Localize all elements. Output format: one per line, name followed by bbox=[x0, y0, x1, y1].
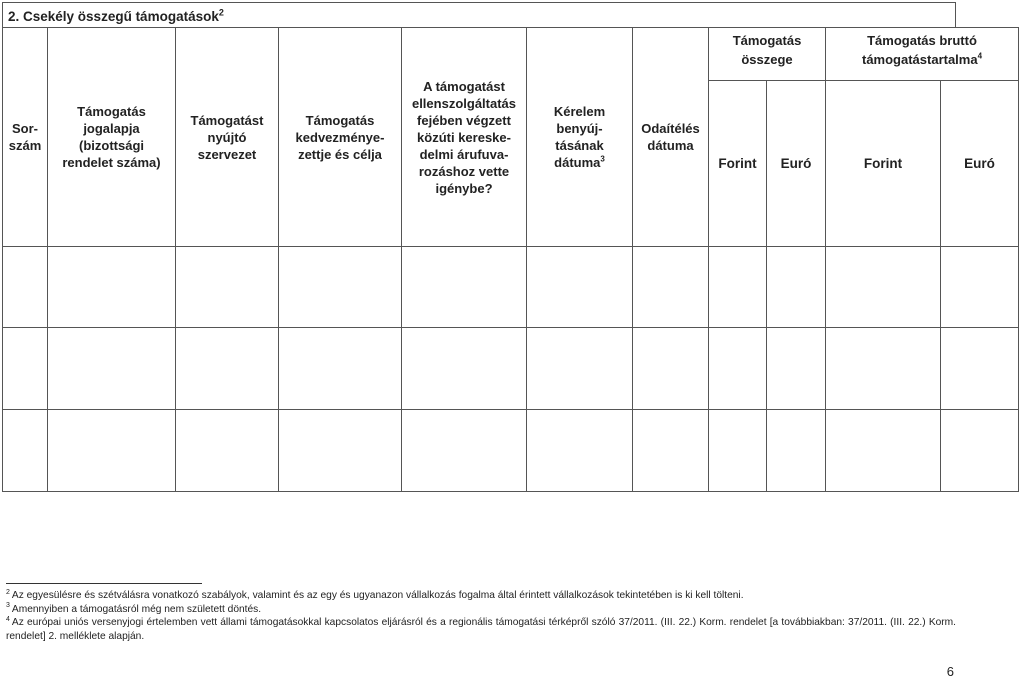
table-cell[interactable] bbox=[709, 247, 767, 328]
table-cell[interactable] bbox=[941, 328, 1019, 410]
table-cell[interactable] bbox=[709, 328, 767, 410]
table-cell[interactable] bbox=[279, 247, 402, 328]
header-euro-brutto: Euró bbox=[941, 81, 1019, 247]
table-cell[interactable] bbox=[527, 247, 633, 328]
table-cell[interactable] bbox=[826, 410, 941, 492]
footnote-2 bbox=[6, 589, 956, 603]
table-cell[interactable] bbox=[3, 410, 48, 492]
footnote-number: 2 bbox=[6, 588, 10, 596]
header-ellenszolgaltatas: A támogatást ellenszolgáltatás fejében végzett közúti kereske- delmi árufuva- rozáshoz vette igénybe? bbox=[402, 28, 527, 247]
table-row bbox=[3, 328, 1019, 410]
header-kerelem-text: Kérelem benyúj- tásának dátuma bbox=[553, 104, 606, 170]
header-odaiteles: Odaítélés dátuma bbox=[633, 28, 709, 247]
table-cell[interactable] bbox=[176, 247, 279, 328]
footnote-text: Az egyesülésre és szétválásra vonatkozó szabályok, valamint és az egy és ugyanazon vállalkozás fogalma által érintett vállalkozások tekintetében is ki kell tölteni. bbox=[11, 590, 744, 601]
table-cell[interactable] bbox=[3, 328, 48, 410]
table-cell[interactable] bbox=[402, 247, 527, 328]
table-cell[interactable] bbox=[279, 410, 402, 492]
table-cell[interactable] bbox=[279, 328, 402, 410]
table-cell[interactable] bbox=[527, 328, 633, 410]
footnotes bbox=[6, 583, 956, 643]
table-row bbox=[3, 247, 1019, 328]
table-cell[interactable] bbox=[402, 410, 527, 492]
table-cell[interactable] bbox=[767, 247, 826, 328]
footnote-separator bbox=[6, 583, 202, 584]
table-cell[interactable] bbox=[48, 410, 176, 492]
header-euro-osszeg: Euró bbox=[767, 81, 826, 247]
table-cell[interactable] bbox=[941, 247, 1019, 328]
footnote-3 bbox=[6, 603, 956, 617]
header-kerelem-footnote-ref: 3 bbox=[600, 154, 605, 164]
table-cell[interactable] bbox=[176, 410, 279, 492]
table-cell[interactable] bbox=[527, 410, 633, 492]
header-brutto bbox=[826, 28, 1019, 81]
table-cell[interactable] bbox=[826, 328, 941, 410]
footnote-text: Amennyiben a támogatásról még nem született döntés. bbox=[11, 603, 262, 615]
table-row bbox=[3, 410, 1019, 492]
table-cell[interactable] bbox=[3, 247, 48, 328]
table-cell[interactable] bbox=[709, 410, 767, 492]
table-cell[interactable] bbox=[941, 410, 1019, 492]
header-sorszam: Sor- szám bbox=[3, 28, 48, 247]
footnote-text: Az európai uniós versenyjogi értelemben vett állami támogatásokkal kapcsolatos eljárásról és a regionális támogatási térképről szóló 37/2011. (III. 22.) Korm. rendelet [a továbbiakban: 37/2011. (III. 22.) Korm. rendelet] 2. melléklete alapján. bbox=[6, 617, 956, 642]
header-kedvezmenyezett: Támogatás kedvezménye- zettje és célja bbox=[279, 28, 402, 247]
header-kerelem bbox=[527, 28, 633, 247]
section-title bbox=[2, 2, 956, 28]
table-cell[interactable] bbox=[633, 328, 709, 410]
table-cell[interactable] bbox=[767, 328, 826, 410]
header-forint-osszeg: Forint bbox=[709, 81, 767, 247]
table-cell[interactable] bbox=[176, 328, 279, 410]
header-osszege: Támogatás összege bbox=[709, 28, 826, 81]
page-number: 6 bbox=[946, 664, 954, 679]
footnote-number: 4 bbox=[6, 615, 10, 623]
table-cell[interactable] bbox=[767, 410, 826, 492]
table-cell[interactable] bbox=[402, 328, 527, 410]
support-table bbox=[2, 27, 1019, 492]
header-jogalap: Támogatás jogalapja (bizottsági rendelet száma) bbox=[48, 28, 176, 247]
header-nyujto: Támogatást nyújtó szervezet bbox=[176, 28, 279, 247]
header-brutto-footnote-ref: 4 bbox=[977, 51, 983, 61]
table-cell[interactable] bbox=[633, 247, 709, 328]
table-cell[interactable] bbox=[48, 328, 176, 410]
section-title-footnote-ref: 2 bbox=[218, 7, 224, 18]
table-cell[interactable] bbox=[826, 247, 941, 328]
table-cell[interactable] bbox=[633, 410, 709, 492]
footnote-number: 3 bbox=[6, 602, 10, 610]
section-title-text: 2. Csekély összegű támogatások bbox=[8, 9, 219, 24]
footnote-4 bbox=[6, 616, 956, 643]
header-brutto-text: Támogatás bruttó támogatástartalma bbox=[861, 33, 978, 67]
table-cell[interactable] bbox=[48, 247, 176, 328]
header-forint-brutto: Forint bbox=[826, 81, 941, 247]
